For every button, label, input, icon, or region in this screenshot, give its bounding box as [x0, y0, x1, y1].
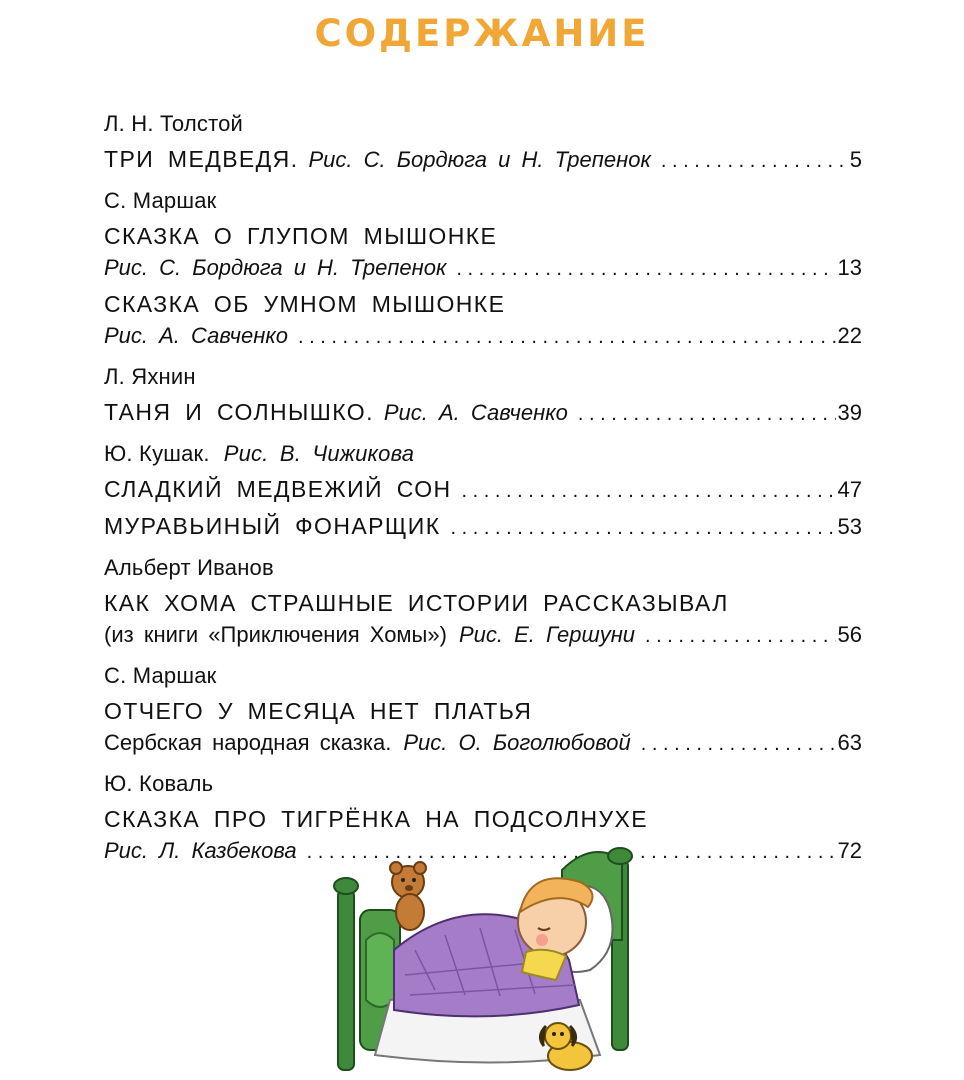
entry-note: (из книги «Приключения Хомы») — [104, 622, 447, 647]
entry-title: СКАЗКА ПРО ТИГРЁНКА НА ПОДСОЛНУХЕ — [104, 806, 648, 832]
entry-illustrator: Рис. А. Савченко — [104, 323, 289, 348]
page-number: 13 — [837, 255, 862, 280]
author-koval: Ю. Коваль — [104, 771, 214, 796]
toc-entry-tanya-sun[interactable] — [104, 396, 862, 430]
leader-dots — [645, 620, 835, 652]
leader-dots — [456, 253, 835, 285]
leader-dots — [451, 512, 836, 544]
toc-entry-stupid-mouse-line[interactable] — [104, 252, 862, 285]
page-number: 72 — [837, 838, 862, 863]
entry-title: ТАНЯ И СОЛНЫШКО. — [104, 399, 374, 425]
toc-entry-stupid-mouse-title[interactable] — [104, 220, 862, 252]
author-ivanov: Альберт Иванов — [104, 555, 274, 580]
entry-title: СЛАДКИЙ МЕДВЕЖИЙ СОН — [104, 476, 452, 502]
toc-entry-homa-title[interactable] — [104, 587, 862, 619]
toc-entry-three-bears[interactable] — [104, 143, 862, 177]
page-number: 22 — [837, 323, 862, 348]
leader-dots — [298, 321, 836, 353]
author-name: Ю. Кушак. — [104, 441, 210, 466]
toc-entry-moon-dress-line[interactable] — [104, 727, 862, 760]
page-number: 63 — [837, 730, 862, 755]
toc-entry-ant-lamplighter[interactable] — [104, 510, 862, 544]
page-number: 56 — [837, 622, 862, 647]
page-number: 53 — [837, 514, 862, 539]
entry-illustrator: Рис. А. Савченко — [383, 400, 568, 425]
toc-entry-smart-mouse-title[interactable] — [104, 288, 862, 320]
leader-dots — [578, 398, 836, 430]
author-yakhnin: Л. Яхнин — [104, 364, 196, 389]
entry-illustrator: Рис. С. Бордюга и Н. Трепенок — [308, 147, 651, 172]
leader-dots — [641, 728, 836, 760]
entry-illustrator: Рис. О. Боголюбовой — [403, 730, 631, 755]
page-number: 47 — [837, 477, 862, 502]
child-sleeping-in-bed-icon — [330, 830, 650, 1080]
page-number: 39 — [837, 400, 862, 425]
author-marshak-2: С. Маршак — [104, 663, 217, 688]
entry-title: ОТЧЕГО У МЕСЯЦА НЕТ ПЛАТЬЯ — [104, 698, 533, 724]
entry-title: МУРАВЬИНЫЙ ФОНАРЩИК — [104, 513, 441, 539]
leader-dots — [661, 145, 848, 177]
entry-title: СКАЗКА ОБ УМНОМ МЫШОНКЕ — [104, 291, 506, 317]
toc-entry-smart-mouse-line[interactable] — [104, 320, 862, 353]
page-title: СОДЕРЖАНИЕ — [314, 12, 650, 55]
toc-entry-homa-line[interactable] — [104, 619, 862, 652]
author-marshak: С. Маршак — [104, 188, 217, 213]
entry-illustrator: Рис. Е. Гершуни — [458, 622, 636, 647]
entry-title: ТРИ МЕДВЕДЯ. — [104, 146, 299, 172]
author-tolstoy: Л. Н. Толстой — [104, 111, 244, 136]
table-of-contents — [104, 108, 862, 868]
entry-title: СКАЗКА О ГЛУПОМ МЫШОНКЕ — [104, 223, 498, 249]
toc-entry-sweet-dream[interactable] — [104, 473, 862, 507]
entry-illustrator: Рис. Л. Казбекова — [104, 838, 297, 863]
leader-dots — [462, 475, 836, 507]
entry-illustrator: Рис. С. Бордюга и Н. Трепенок — [104, 255, 447, 280]
entry-note: Сербская народная сказка. — [104, 730, 392, 755]
entry-title: КАК ХОМА СТРАШНЫЕ ИСТОРИИ РАССКАЗЫВАЛ — [104, 590, 729, 616]
entry-illustrator: Рис. В. Чижикова — [223, 441, 415, 466]
author-kushak — [104, 438, 862, 470]
toc-entry-moon-dress-title[interactable] — [104, 695, 862, 727]
page-number: 5 — [849, 147, 862, 172]
